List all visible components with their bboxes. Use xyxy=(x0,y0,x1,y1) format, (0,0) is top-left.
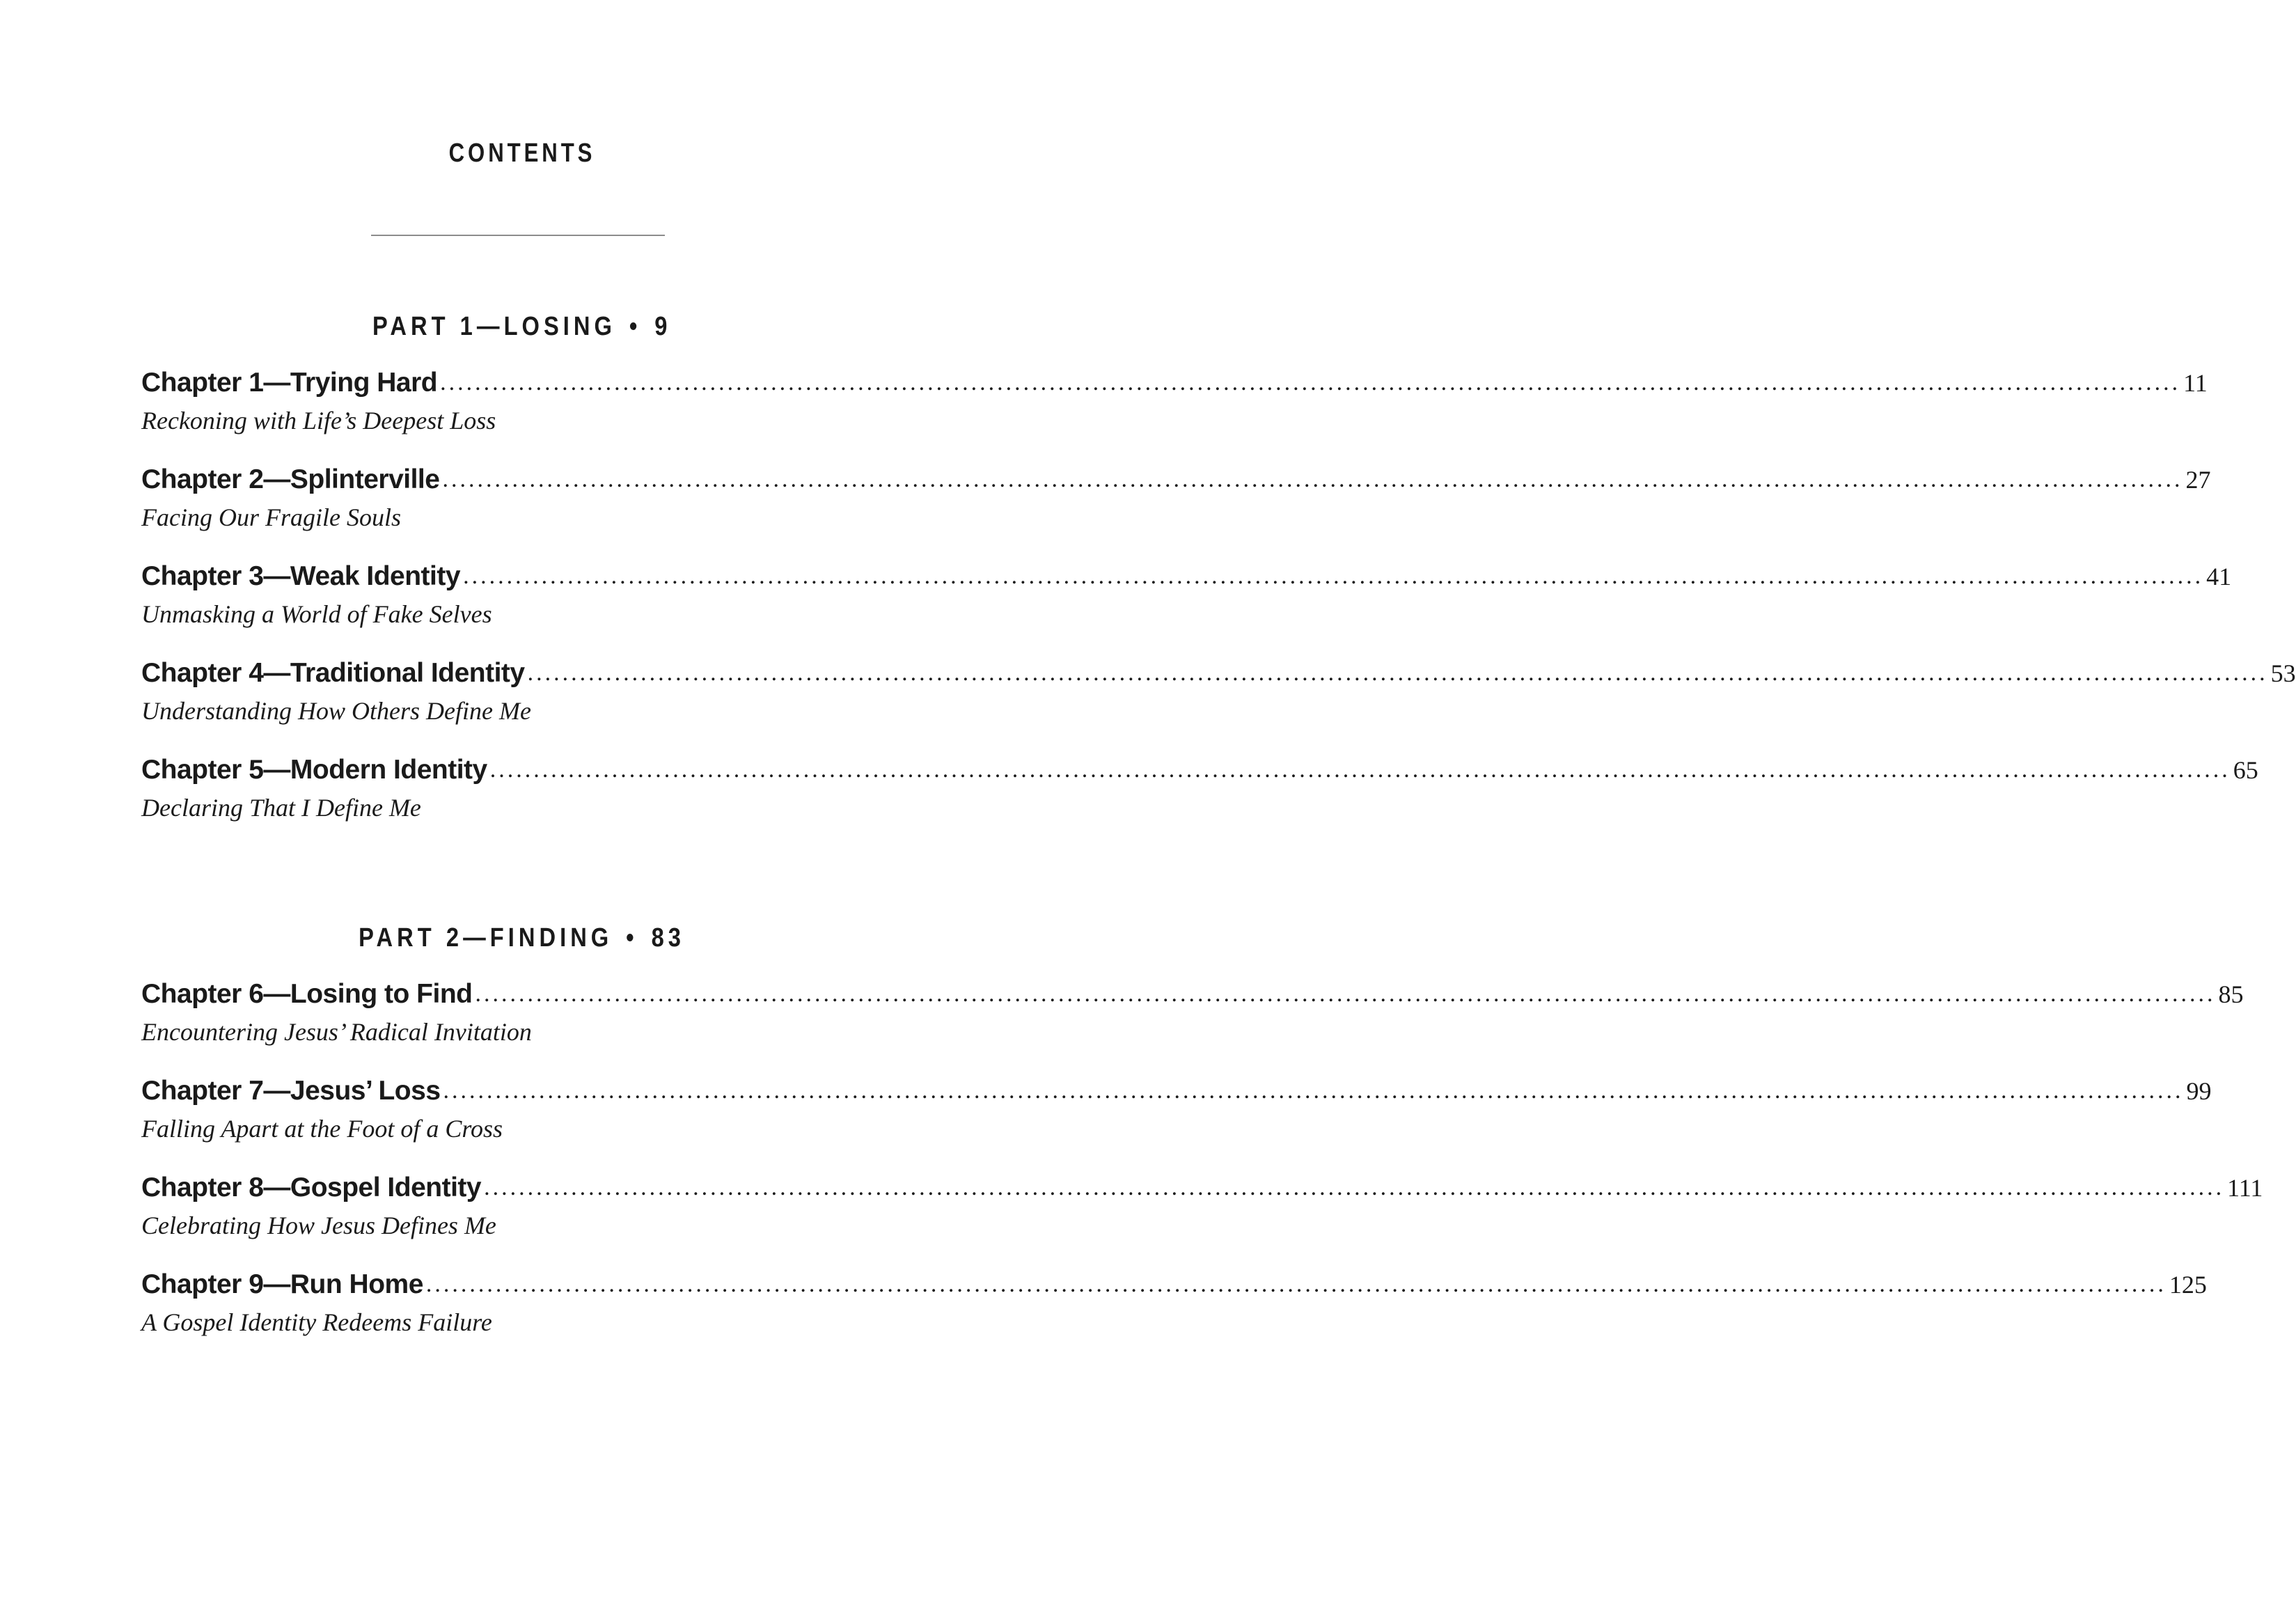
chapter-title: Chapter 6—Losing to Find xyxy=(141,979,473,1009)
chapter-title: Chapter 5—Modern Identity xyxy=(141,755,487,785)
bullet-separator: • xyxy=(629,312,642,341)
chapter-title: Chapter 1—Trying Hard xyxy=(141,368,438,398)
dot-leader: ........................................................................................................................................................................................................ xyxy=(440,370,2181,395)
toc-entry-chapter-4[interactable] xyxy=(141,656,2296,728)
part-page-number: 9 xyxy=(654,312,672,341)
chapter-subtitle: A Gospel Identity Redeems Failure xyxy=(141,1308,492,1336)
toc-entry-chapter-7[interactable] xyxy=(141,1074,2212,1146)
chapter-subtitle: Falling Apart at the Foot of a Cross xyxy=(141,1115,503,1143)
chapter-page-number: 125 xyxy=(2169,1271,2207,1299)
toc-entry-chapter-2[interactable] xyxy=(141,462,2211,535)
chapter-title: Chapter 7—Jesus’ Loss xyxy=(141,1076,441,1106)
part-2-heading xyxy=(0,920,1044,955)
chapter-title: Chapter 9—Run Home xyxy=(141,1269,423,1299)
heading-divider xyxy=(371,235,665,236)
chapter-title: Chapter 8—Gospel Identity xyxy=(141,1173,482,1202)
part-label: PART 1—LOSING xyxy=(372,312,617,341)
chapter-subtitle: Reckoning with Life’s Deepest Loss xyxy=(141,407,496,434)
chapter-title: Chapter 2—Splinterville xyxy=(141,464,440,494)
chapter-subtitle: Encountering Jesus’ Radical Invitation xyxy=(141,1018,532,1046)
part-1-heading xyxy=(0,309,1044,344)
chapter-page-number: 53 xyxy=(2270,659,2296,687)
chapter-page-number: 41 xyxy=(2206,563,2232,590)
chapter-subtitle: Celebrating How Jesus Defines Me xyxy=(141,1212,496,1239)
dot-leader: ........................................................................................................................................................................................................ xyxy=(425,1271,2167,1297)
chapter-page-number: 65 xyxy=(2233,756,2258,784)
chapter-page-number: 85 xyxy=(2218,980,2244,1008)
contents-heading: CONTENTS xyxy=(448,139,596,168)
part-label: PART 2—FINDING xyxy=(359,923,613,953)
chapter-subtitle: Unmasking a World of Fake Selves xyxy=(141,600,492,628)
toc-entry-chapter-3[interactable] xyxy=(141,559,2232,632)
dot-leader: ........................................................................................................................................................................................................ xyxy=(484,1175,2225,1200)
dot-leader: ........................................................................................................................................................................................................ xyxy=(463,563,2204,589)
chapter-title: Chapter 4—Traditional Identity xyxy=(141,658,525,688)
toc-entry-chapter-6[interactable] xyxy=(141,977,2244,1049)
chapter-title: Chapter 3—Weak Identity xyxy=(141,561,461,591)
chapter-page-number: 27 xyxy=(2185,466,2211,494)
dot-leader: ........................................................................................................................................................................................................ xyxy=(475,981,2216,1007)
toc-entry-chapter-9[interactable] xyxy=(141,1267,2207,1340)
part-page-number: 83 xyxy=(652,923,686,953)
chapter-page-number: 99 xyxy=(2186,1077,2212,1105)
chapter-subtitle: Declaring That I Define Me xyxy=(141,794,421,822)
dot-leader: ........................................................................................................................................................................................................ xyxy=(442,467,2183,492)
chapter-subtitle: Facing Our Fragile Souls xyxy=(141,503,401,531)
toc-entry-chapter-1[interactable] xyxy=(141,366,2208,438)
chapter-page-number: 11 xyxy=(2183,369,2208,397)
chapter-subtitle: Understanding How Others Define Me xyxy=(141,697,531,725)
dot-leader: ........................................................................................................................................................................................................ xyxy=(443,1078,2184,1104)
toc-entry-chapter-8[interactable] xyxy=(141,1170,2263,1243)
dot-leader: ........................................................................................................................................................................................................ xyxy=(489,757,2231,783)
dot-leader: ........................................................................................................................................................................................................ xyxy=(527,660,2268,686)
toc-entry-chapter-5[interactable] xyxy=(141,753,2258,825)
chapter-page-number: 111 xyxy=(2227,1174,2263,1202)
bullet-separator: • xyxy=(626,923,639,953)
